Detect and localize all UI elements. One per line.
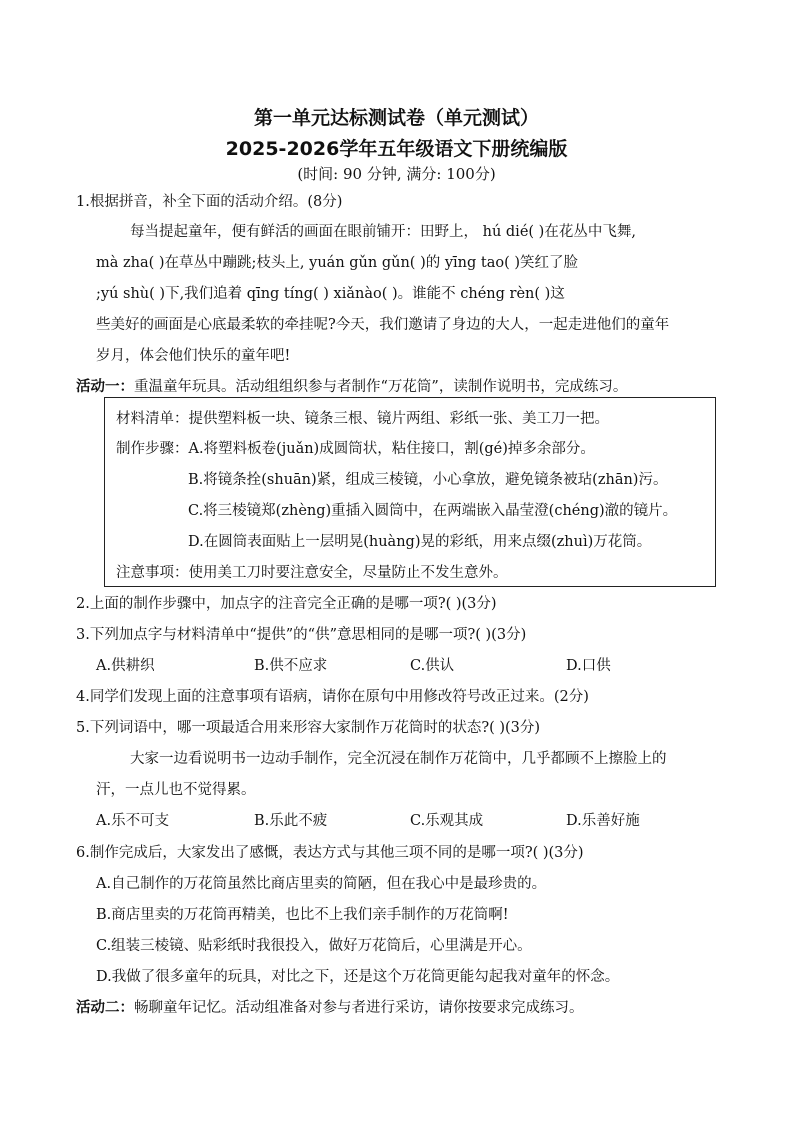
q1-prompt: 1.根据拼音，补全下面的活动介绍。(8分) bbox=[76, 194, 343, 210]
q1-line-4: 些美好的画面是心底最柔软的牵挂呢?今天，我们邀请了身边的大人，一起走进他们的童年 bbox=[96, 317, 670, 333]
q5-passage-line-2: 汗，一点儿也不觉得累。 bbox=[96, 782, 256, 798]
q3-option-a: A.供耕织 bbox=[96, 658, 155, 674]
activity1-text: 重温童年玩具。活动组组织参与者制作“万花筒”，读制作说明书，完成练习。 bbox=[134, 379, 628, 395]
q6-option-d: D.我做了很多童年的玩具，对比之下，还是这个万花筒更能勾起我对童年的怀念。 bbox=[96, 969, 620, 985]
q4-prompt: 4.同学们发现上面的注意事项有语病，请你在原句中用修改符号改正过来。(2分) bbox=[76, 689, 589, 705]
q5-option-c: C.乐观其成 bbox=[410, 813, 484, 829]
q3-option-d: D.口供 bbox=[566, 658, 611, 674]
exam-time-score: (时间: 90 分钟, 满分: 100分) bbox=[297, 165, 496, 183]
activity2-text: 畅聊童年记忆。活动组准备对参与者进行采访，请你按要求完成练习。 bbox=[134, 1000, 584, 1016]
exam-title: 第一单元达标测试卷（单元测试） bbox=[253, 107, 539, 129]
q2-prompt: 2.上面的制作步骤中，加点字的注音完全正确的是哪一项?( )(3分) bbox=[76, 596, 497, 612]
q1-line-2: mà zha( )在草丛中蹦跳;枝头上, yuán gǔn gǔn( )的 yīng tao( )笑红了脸 bbox=[96, 255, 579, 271]
q1-line-3: ;yú shù( )下,我们追着 qīng tíng( ) xiǎnào( )。谁能不 chéng rèn( )这 bbox=[96, 286, 565, 302]
safety-note: 注意事项：使用美工刀时要注意安全，尽量防止不发生意外。 bbox=[116, 565, 508, 581]
q3-option-b: B.供不应求 bbox=[254, 658, 328, 674]
activity1-heading bbox=[76, 375, 627, 396]
exam-subtitle-grade: 2025-2026学年五年级语文下册统编版 bbox=[225, 138, 568, 160]
step-d: D.在圆筒表面贴上一层明晃(huàng)晃的彩纸，用来点缀(zhuì)万花筒。 bbox=[188, 534, 652, 550]
q5-prompt: 5.下列词语中，哪一项最适合用来形容大家制作万花筒时的状态?( )(3分) bbox=[76, 720, 541, 736]
q6-option-a: A.自己制作的万花筒虽然比商店里卖的简陋，但在我心中是最珍贵的。 bbox=[96, 876, 547, 892]
q1-line-5: 岁月，体会他们快乐的童年吧! bbox=[96, 348, 291, 364]
q5-option-a: A.乐不可支 bbox=[96, 813, 170, 829]
q6-option-b: B.商店里卖的万花筒再精美，也比不上我们亲手制作的万花筒啊! bbox=[96, 907, 509, 923]
activity2-heading bbox=[76, 996, 584, 1017]
step-c: C.将三棱镜郑(zhèng)重插入圆筒中，在两端嵌入晶莹澄(chéng)澈的镜片。 bbox=[188, 503, 678, 519]
q5-passage-line-1: 大家一边看说明书一边动手制作，完全沉浸在制作万花筒中，几乎都顾不上擦脸上的 bbox=[130, 751, 667, 767]
q3-prompt: 3.下列加点字与材料清单中“提供”的“供”意思相同的是哪一项?( )(3分) bbox=[76, 627, 527, 643]
activity2-label: 活动二： bbox=[76, 1000, 134, 1016]
q6-prompt: 6.制作完成后，大家发出了感慨，表达方式与其他三项不同的是哪一项?( )(3分) bbox=[76, 845, 584, 861]
q1-line-1: 每当提起童年，便有鲜活的画面在眼前铺开：田野上， hú dié( )在花丛中飞舞, bbox=[130, 224, 636, 240]
q6-option-c: C.组装三棱镜、贴彩纸时我很投入，做好万花筒后，心里满是开心。 bbox=[96, 938, 532, 954]
q3-option-c: C.供认 bbox=[410, 658, 455, 674]
step-a: 制作步骤：A.将塑料板卷(juǎn)成圆筒状，粘住接口，割(gé)掉多余部分。 bbox=[116, 441, 595, 457]
activity1-label: 活动一： bbox=[76, 379, 134, 395]
q5-option-b: B.乐此不疲 bbox=[254, 813, 328, 829]
q5-option-d: D.乐善好施 bbox=[566, 813, 640, 829]
materials-list: 材料清单：提供塑料板一块、镜条三根、镜片两组、彩纸一张、美工刀一把。 bbox=[116, 411, 609, 427]
step-b: B.将镜条拴(shuān)紧，组成三棱镜，小心拿放，避免镜条被玷(zhān)污。 bbox=[188, 472, 668, 488]
